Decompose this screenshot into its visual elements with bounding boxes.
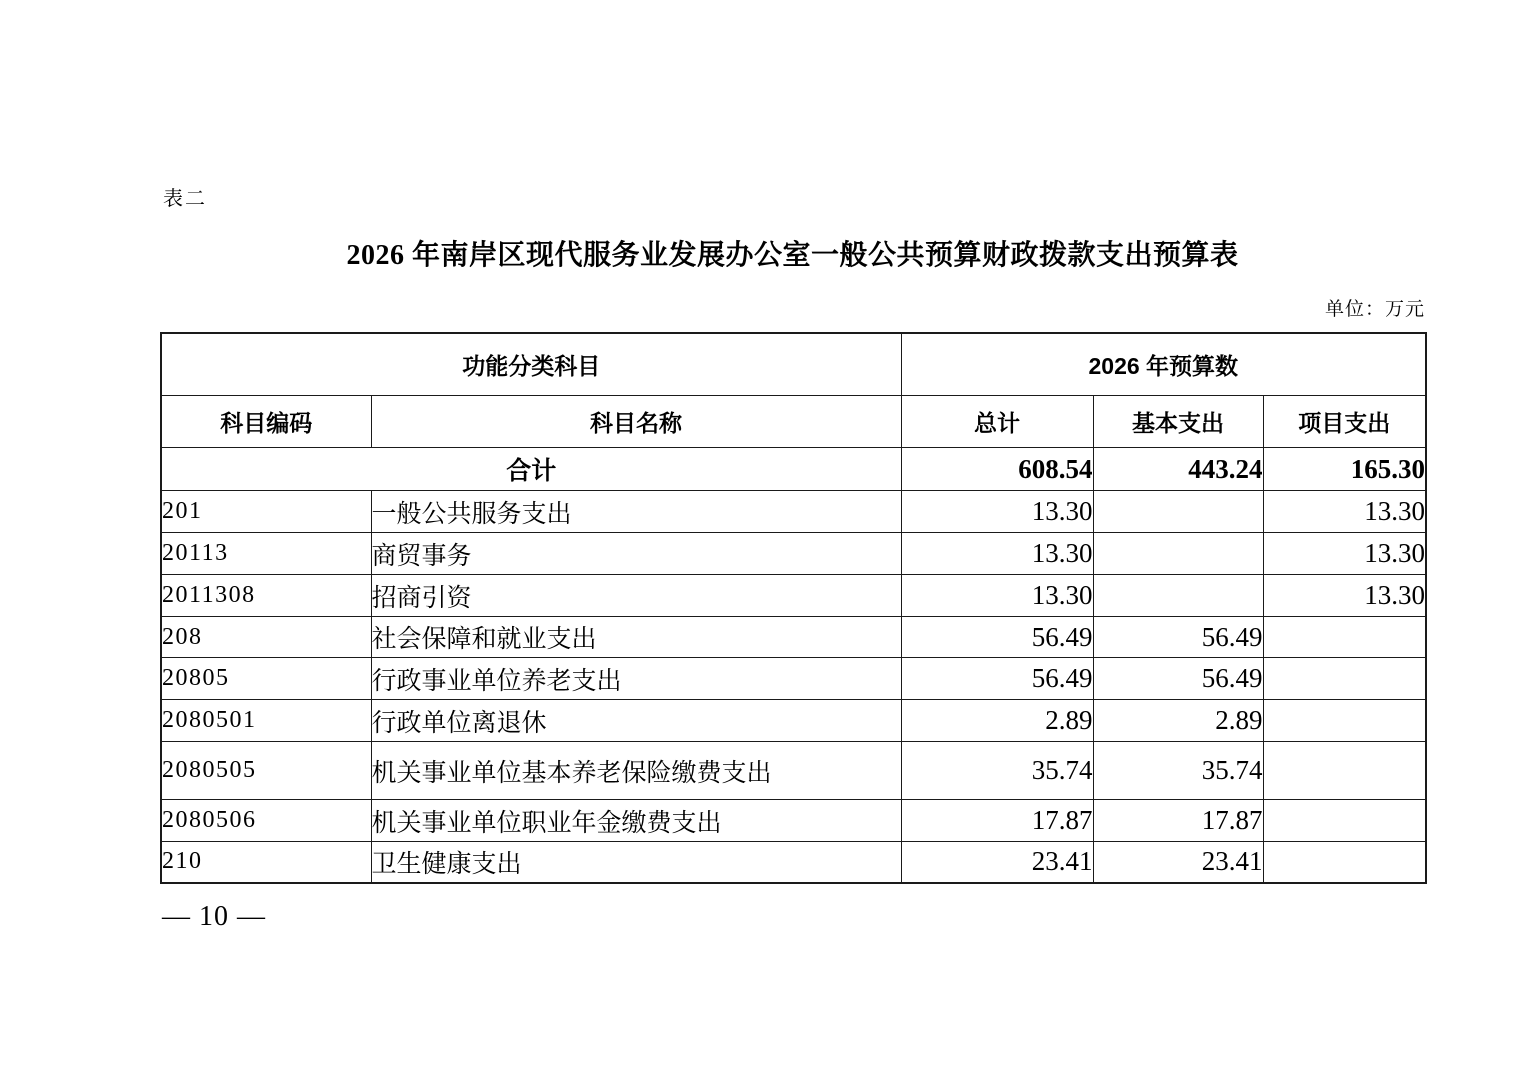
- project-cell: 13.30: [1263, 575, 1426, 617]
- total-cell: 56.49: [901, 658, 1093, 700]
- subject-name-cell: 机关事业单位职业年金缴费支出: [371, 800, 901, 842]
- total-cell: 56.49: [901, 617, 1093, 658]
- subject-name-cell: 行政单位离退休: [371, 700, 901, 742]
- subject-code-cell: 2011308: [161, 575, 371, 617]
- project-cell: 13.30: [1263, 533, 1426, 575]
- total-cell: 13.30: [901, 533, 1093, 575]
- table-row: [161, 575, 1426, 617]
- basic-cell: 35.74: [1093, 742, 1263, 800]
- table-row: [161, 700, 1426, 742]
- total-cell: 13.30: [901, 491, 1093, 533]
- table-row: [161, 842, 1426, 883]
- table-row: [161, 658, 1426, 700]
- total-row-project: 165.30: [1263, 448, 1426, 491]
- total-cell: 2.89: [901, 700, 1093, 742]
- subject-code-cell: 210: [161, 842, 371, 883]
- table-row: [161, 617, 1426, 658]
- subject-name-cell: 商贸事务: [371, 533, 901, 575]
- page-number: — 10 —: [162, 901, 266, 932]
- header-budget-2026: 2026 年预算数: [901, 333, 1426, 396]
- total-row-label: 合计: [161, 448, 901, 491]
- basic-cell: [1093, 533, 1263, 575]
- total-row-total: 608.54: [901, 448, 1093, 491]
- table-row: [161, 491, 1426, 533]
- project-cell: 13.30: [1263, 491, 1426, 533]
- header-functional-category: 功能分类科目: [161, 333, 901, 396]
- project-cell: [1263, 742, 1426, 800]
- project-cell: [1263, 700, 1426, 742]
- table-row: [161, 533, 1426, 575]
- project-cell: [1263, 800, 1426, 842]
- subject-code-cell: 2080506: [161, 800, 371, 842]
- header-project-expenditure: 项目支出: [1263, 396, 1426, 448]
- subject-name-cell: 机关事业单位基本养老保险缴费支出: [371, 742, 901, 800]
- total-cell: 17.87: [901, 800, 1093, 842]
- table-row: [161, 800, 1426, 842]
- header-column-row: [161, 396, 1426, 448]
- subject-name-cell: 一般公共服务支出: [371, 491, 901, 533]
- subject-code-cell: 208: [161, 617, 371, 658]
- basic-cell: 23.41: [1093, 842, 1263, 883]
- basic-cell: [1093, 575, 1263, 617]
- project-cell: [1263, 658, 1426, 700]
- subject-name-cell: 招商引资: [371, 575, 901, 617]
- project-cell: [1263, 617, 1426, 658]
- total-cell: 13.30: [901, 575, 1093, 617]
- subject-name-cell: 卫生健康支出: [371, 842, 901, 883]
- budget-table: [160, 332, 1427, 884]
- total-cell: 35.74: [901, 742, 1093, 800]
- subject-code-cell: 20805: [161, 658, 371, 700]
- total-row-basic: 443.24: [1093, 448, 1263, 491]
- total-cell: 23.41: [901, 842, 1093, 883]
- header-subject-name: 科目名称: [371, 396, 901, 448]
- basic-cell: 2.89: [1093, 700, 1263, 742]
- unit-label: 单位：万元: [1324, 299, 1425, 320]
- header-total: 总计: [901, 396, 1093, 448]
- project-cell: [1263, 842, 1426, 883]
- total-row: [161, 448, 1426, 491]
- basic-cell: 56.49: [1093, 617, 1263, 658]
- table-row: [161, 742, 1426, 800]
- basic-cell: 17.87: [1093, 800, 1263, 842]
- basic-cell: [1093, 491, 1263, 533]
- subject-code-cell: 201: [161, 491, 371, 533]
- header-subject-code: 科目编码: [161, 396, 371, 448]
- subject-name-cell: 社会保障和就业支出: [371, 617, 901, 658]
- header-group-row: [161, 333, 1426, 396]
- page-title: 2026 年南岸区现代服务业发展办公室一般公共预算财政拨款支出预算表: [346, 240, 1239, 271]
- subject-name-cell: 行政事业单位养老支出: [371, 658, 901, 700]
- basic-cell: 56.49: [1093, 658, 1263, 700]
- doc-type-label: 表二: [163, 188, 207, 210]
- subject-code-cell: 20113: [161, 533, 371, 575]
- header-basic-expenditure: 基本支出: [1093, 396, 1263, 448]
- subject-code-cell: 2080505: [161, 742, 371, 800]
- subject-code-cell: 2080501: [161, 700, 371, 742]
